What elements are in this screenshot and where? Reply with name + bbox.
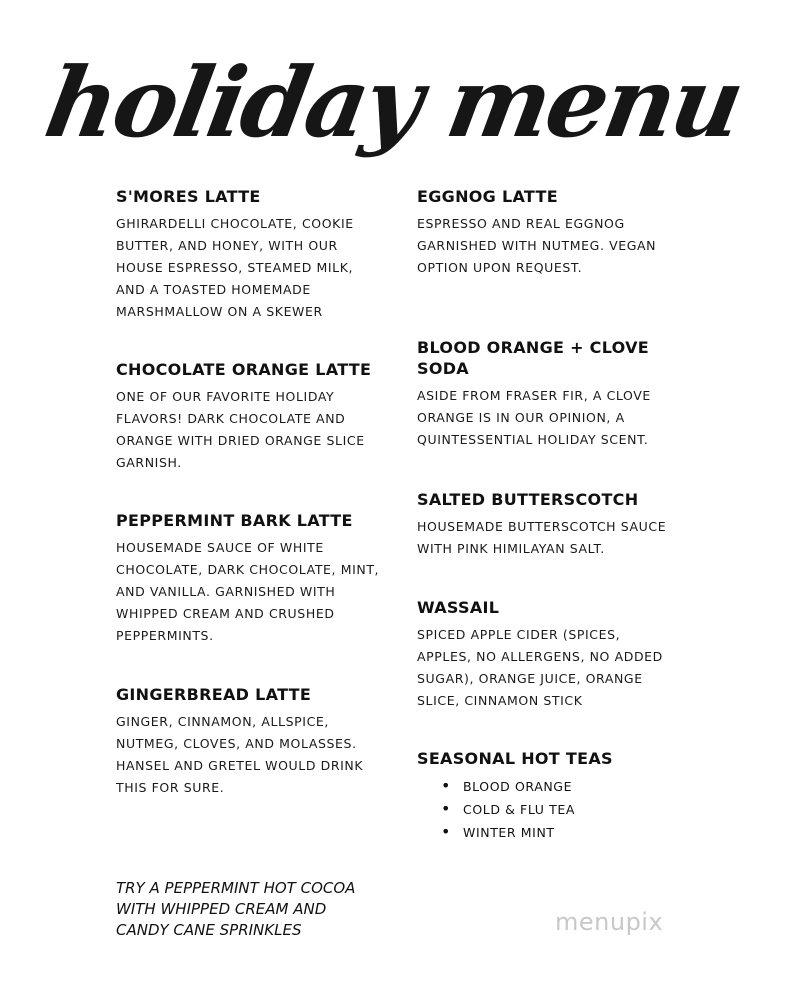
menu-item-seasonal-hot-teas bbox=[417, 748, 677, 844]
watermark-logo: menupix bbox=[555, 908, 664, 936]
menu-item-gingerbread-latte bbox=[116, 684, 381, 799]
item-description: HOUSEMADE SAUCE OF WHITE CHOCOLATE, DARK CHOCOLATE, MINT, AND VANILLA. GARNISHED WITH WHIPPED CREAM AND CRUSHED PEPPERMINTS. bbox=[116, 540, 380, 643]
item-description: HOUSEMADE BUTTERSCOTCH SAUCE WITH PINK HIMILAYAN SALT. bbox=[417, 519, 667, 556]
cocoa-note: TRY A PEPPERMINT HOT COCOA WITH WHIPPED CREAM AND CANDY CANE SPRINKLES bbox=[116, 879, 356, 939]
item-name: SEASONAL HOT TEAS bbox=[417, 749, 613, 768]
item-description: ESPRESSO AND REAL EGGNOG GARNISHED WITH NUTMEG. VEGAN OPTION UPON REQUEST. bbox=[417, 216, 657, 275]
menu-item-blood-orange-clove-soda bbox=[417, 337, 657, 451]
item-description: ASIDE FROM FRASER FIR, A CLOVE ORANGE IS IN OUR OPINION, A QUINTESSENTIAL HOLIDAY SCENT. bbox=[417, 388, 651, 447]
item-name: BLOOD ORANGE + CLOVE SODA bbox=[417, 338, 650, 378]
item-description: ONE OF OUR FAVORITE HOLIDAY FLAVORS! DARK CHOCOLATE AND ORANGE WITH DRIED ORANGE SLICE GARNISH. bbox=[116, 389, 365, 470]
list-item: • COLD & FLU TEA bbox=[441, 798, 677, 821]
menu-title: holiday menu bbox=[37, 46, 750, 159]
item-name: S'MORES LATTE bbox=[116, 187, 261, 206]
menu-item-chocolate-orange-latte bbox=[116, 359, 381, 474]
menu-item-peppermint-bark-latte bbox=[116, 510, 381, 647]
menu-item-eggnog-latte bbox=[417, 186, 677, 279]
item-name: WASSAIL bbox=[417, 598, 500, 617]
menu-item-wassail bbox=[417, 597, 677, 712]
item-description: GHIRARDELLI CHOCOLATE, COOKIE BUTTER, AND HONEY, WITH OUR HOUSE ESPRESSO, STEAMED MILK, AND A TOASTED HOMEMADE MARSHMALLOW ON A SKEWER bbox=[116, 216, 354, 319]
list-item: • BLOOD ORANGE bbox=[441, 775, 677, 798]
item-name: GINGERBREAD LATTE bbox=[116, 685, 312, 704]
item-name: CHOCOLATE ORANGE LATTE bbox=[116, 360, 372, 379]
item-name: SALTED BUTTERSCOTCH bbox=[417, 490, 639, 509]
item-name: EGGNOG LATTE bbox=[417, 187, 558, 206]
tea-list bbox=[417, 775, 677, 844]
menu-item-smores-latte bbox=[116, 186, 381, 323]
item-description: SPICED APPLE CIDER (SPICES, APPLES, NO ALLERGENS, NO ADDED SUGAR), ORANGE JUICE, ORANGE SLICE, CINNAMON STICK bbox=[417, 627, 663, 708]
menu-item-salted-butterscotch bbox=[417, 489, 677, 560]
list-item: • WINTER MINT bbox=[441, 821, 677, 844]
item-name: PEPPERMINT BARK LATTE bbox=[116, 511, 353, 530]
item-description: GINGER, CINNAMON, ALLSPICE, NUTMEG, CLOVES, AND MOLASSES. HANSEL AND GRETEL WOULD DRINK THIS FOR SURE. bbox=[116, 714, 364, 795]
